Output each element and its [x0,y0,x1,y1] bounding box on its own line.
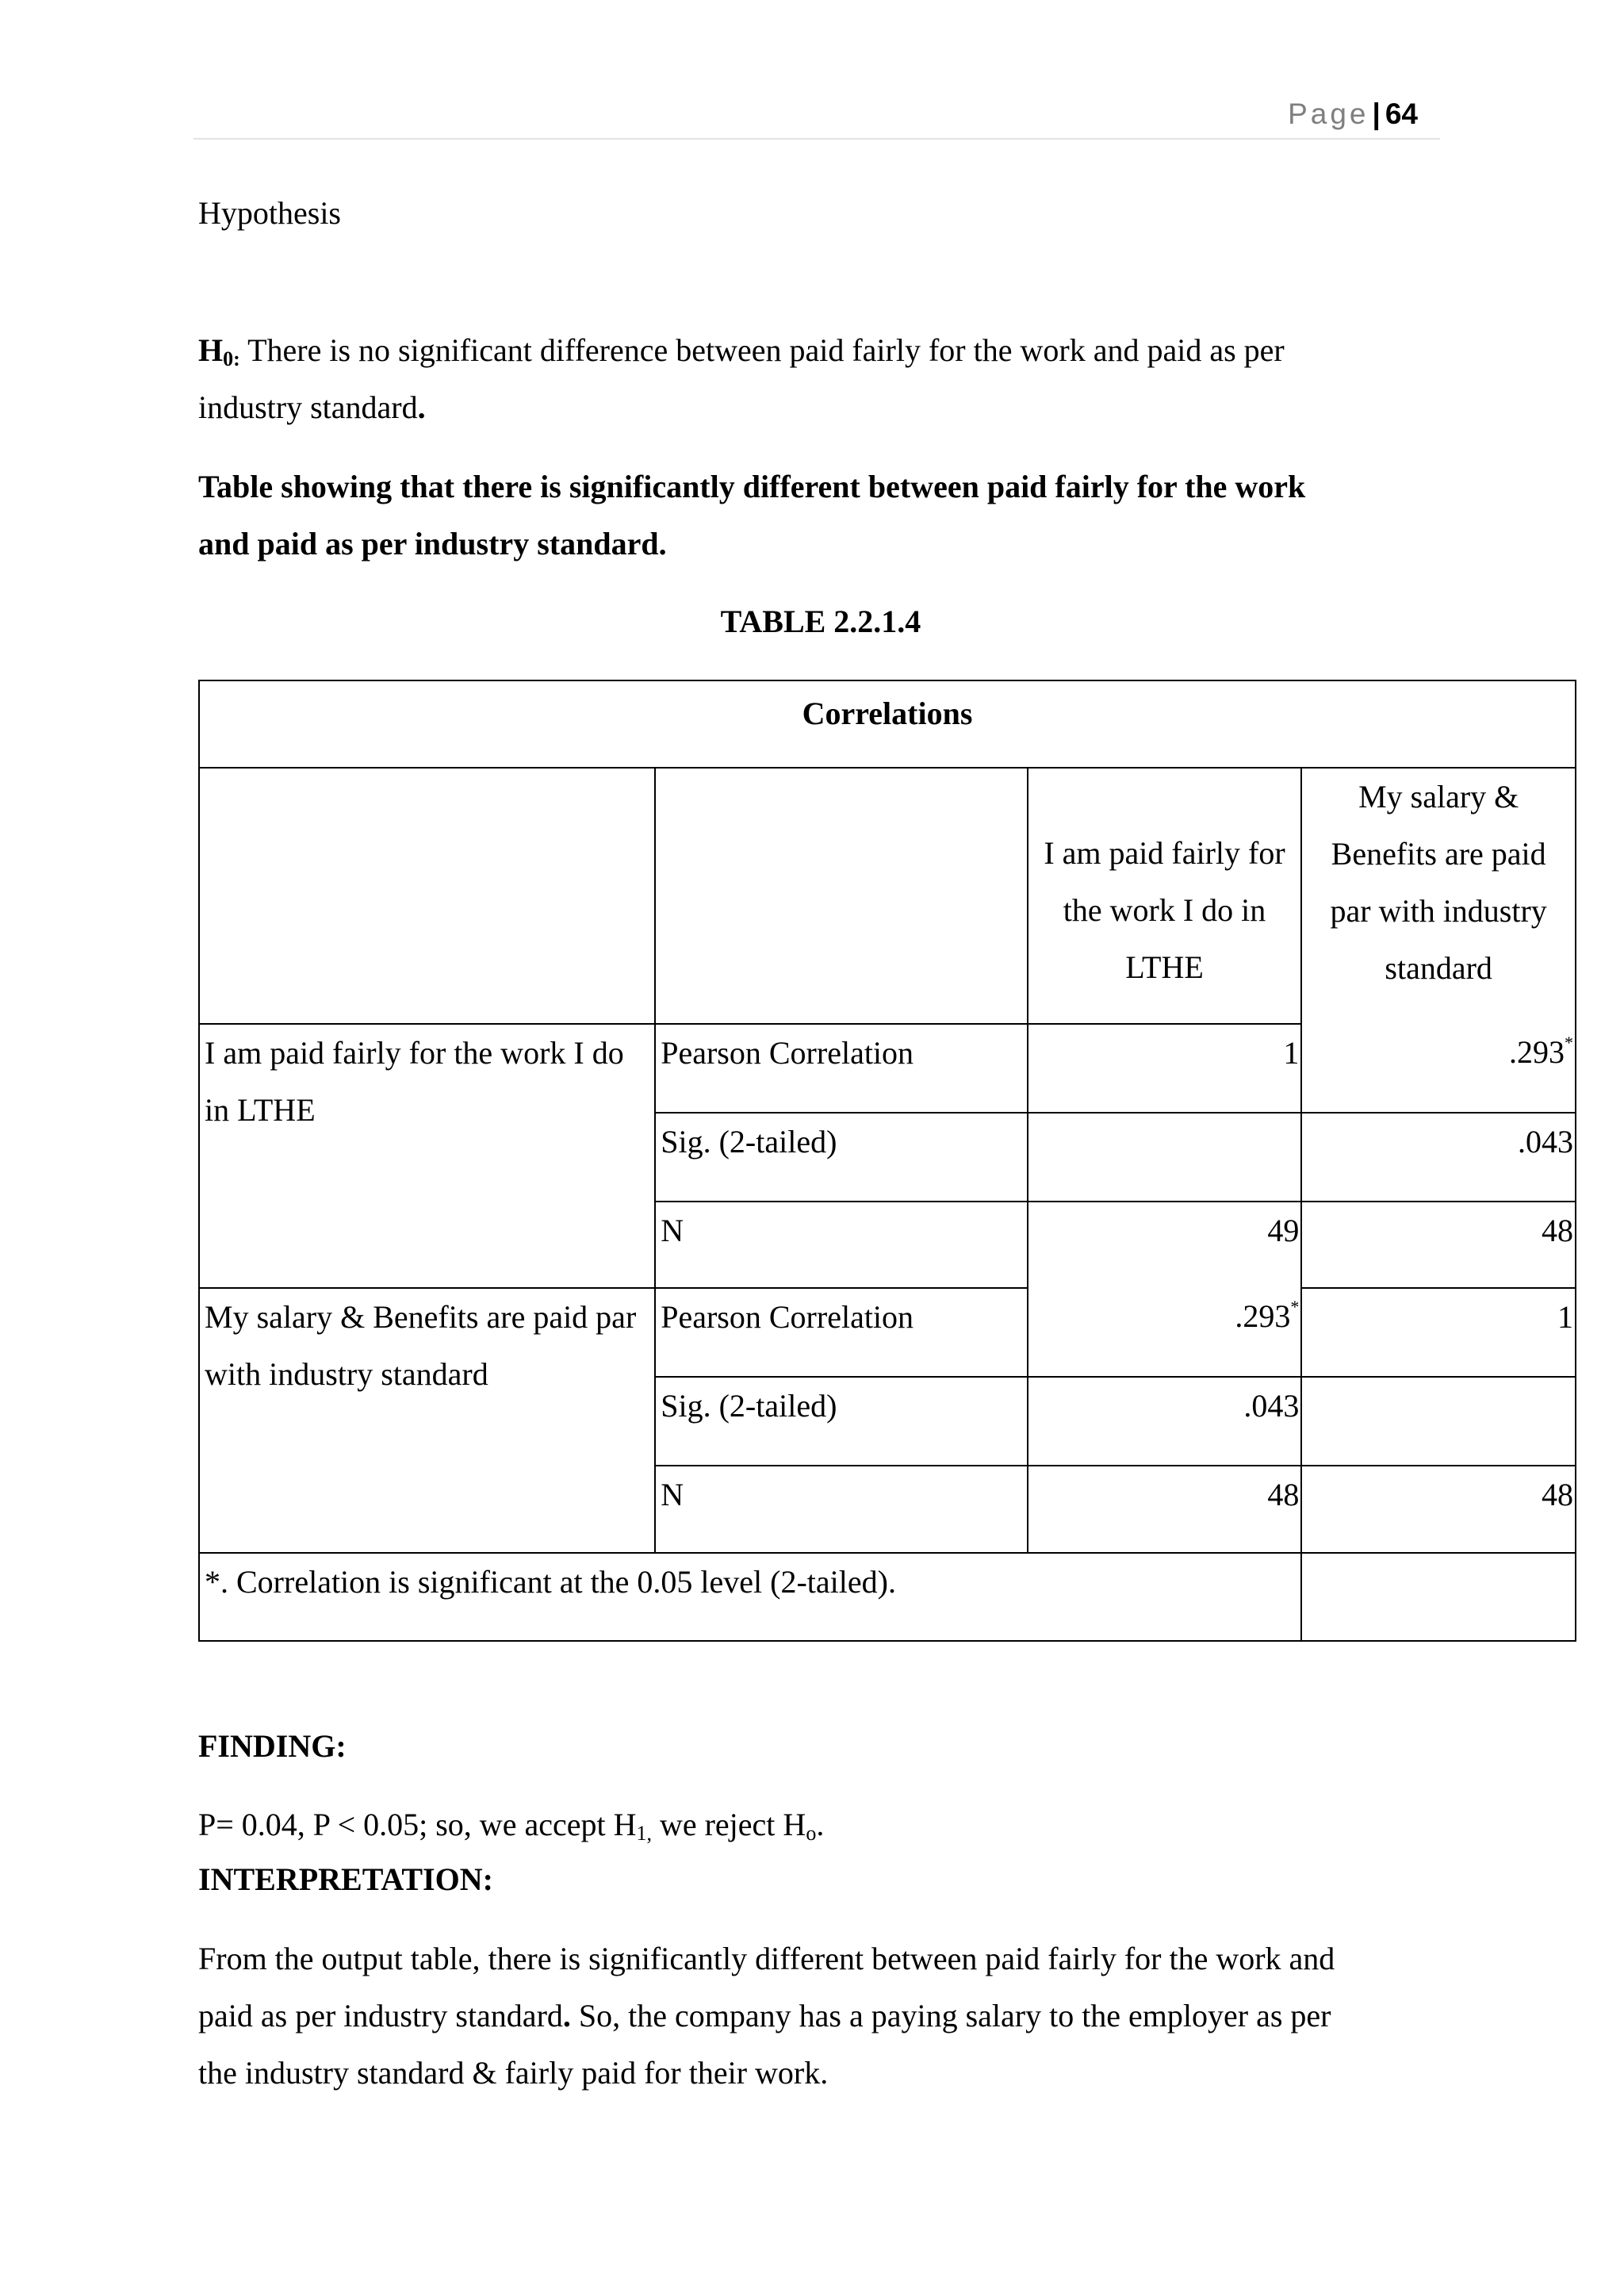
value-cell [1028,1288,1302,1377]
significance-star: * [1290,1297,1300,1317]
significance-star: * [1565,1033,1573,1052]
h0-label-sub: 0: [223,347,240,370]
h0-line-2 [198,379,426,436]
value-cell: 48 [1028,1466,1302,1553]
interpretation-heading: INTERPRETATION: [198,1861,493,1897]
page-number-value: 64 [1385,98,1418,130]
finding-sub-1: 1, [636,1822,652,1845]
page-number [1288,98,1418,131]
value-cell: .043 [1301,1113,1576,1202]
table-footnote-row [199,1553,1576,1641]
interpretation-line-2 [198,1987,1331,2045]
finding-text-3: . [816,1807,825,1842]
h0-label: H [198,332,224,368]
value-cell: 1 [1301,1288,1576,1377]
h0-period: . [417,389,426,425]
value-cell: 1 [1028,1024,1302,1113]
col-header-2: My salary & Benefits are paid par with industry standard [1301,768,1576,1024]
interpretation-line-1: From the output table, there is significantly different between paid fairly for the work and [198,1941,1335,1976]
page-label: Page [1288,98,1369,130]
table-header-row [199,768,1576,1024]
stat-label: Sig. (2-tailed) [655,1377,1028,1466]
value-cell: 48 [1301,1202,1576,1288]
page-separator: | [1372,98,1381,130]
h0-text-2: industry standard [198,389,418,425]
stat-label: Pearson Correlation [655,1024,1028,1113]
table-title: Correlations [199,680,1576,768]
table-intro-line-1: Table showing that there is significantly different between paid fairly for the work [198,469,1306,504]
page-header [193,94,1440,140]
table-footnote: *. Correlation is significant at the 0.05 level (2-tailed). [199,1553,1301,1641]
table-row [199,1024,1576,1113]
row-group-label-1: I am paid fairly for the work I do in LTHE [199,1024,655,1288]
footnote-empty-cell [1301,1553,1576,1641]
h0-text: There is no significant difference between paid fairly for the work and paid as per [239,332,1285,368]
finding-heading: FINDING: [198,1728,347,1764]
stat-label: Pearson Correlation [655,1288,1028,1377]
h0-line-1 [198,322,1285,388]
interp-text-a: paid as per industry standard [198,1998,563,2033]
value-cell [1301,1024,1576,1113]
stat-label: Sig. (2-tailed) [655,1113,1028,1202]
table-intro-line-2: and paid as per industry standard. [198,526,667,562]
correlations-table [198,680,1576,1642]
finding-text-2: we reject H [651,1807,806,1842]
interp-period: . [562,1998,571,2033]
interp-text-c: So, the company has a paying salary to the employer as per [570,1998,1331,2033]
finding-sub-2: o [806,1822,817,1845]
header-empty-cell-2 [655,768,1028,1024]
value-cell: 49 [1028,1202,1302,1288]
row-group-label-2: My salary & Benefits are paid par with industry standard [199,1288,655,1553]
stat-label: N [655,1466,1028,1553]
table-number: TABLE 2.2.1.4 [720,604,921,639]
value-cell [1301,1377,1576,1466]
value-cell: 48 [1301,1466,1576,1553]
hypothesis-heading: Hypothesis [198,195,341,231]
col-header-1: I am paid fairly for the work I do in LTHE [1028,768,1302,1024]
interpretation-line-3: the industry standard & fairly paid for their work. [198,2055,829,2091]
table-row [199,1288,1576,1377]
table-title-row [199,680,1576,768]
header-empty-cell-1 [199,768,655,1024]
value-cell: .043 [1028,1377,1302,1466]
value-text: .293 [1235,1298,1291,1334]
value-cell [1028,1113,1302,1202]
stat-label: N [655,1202,1028,1288]
value-text: .293 [1509,1034,1565,1070]
finding-text-1: P= 0.04, P < 0.05; so, we accept H [198,1807,637,1842]
